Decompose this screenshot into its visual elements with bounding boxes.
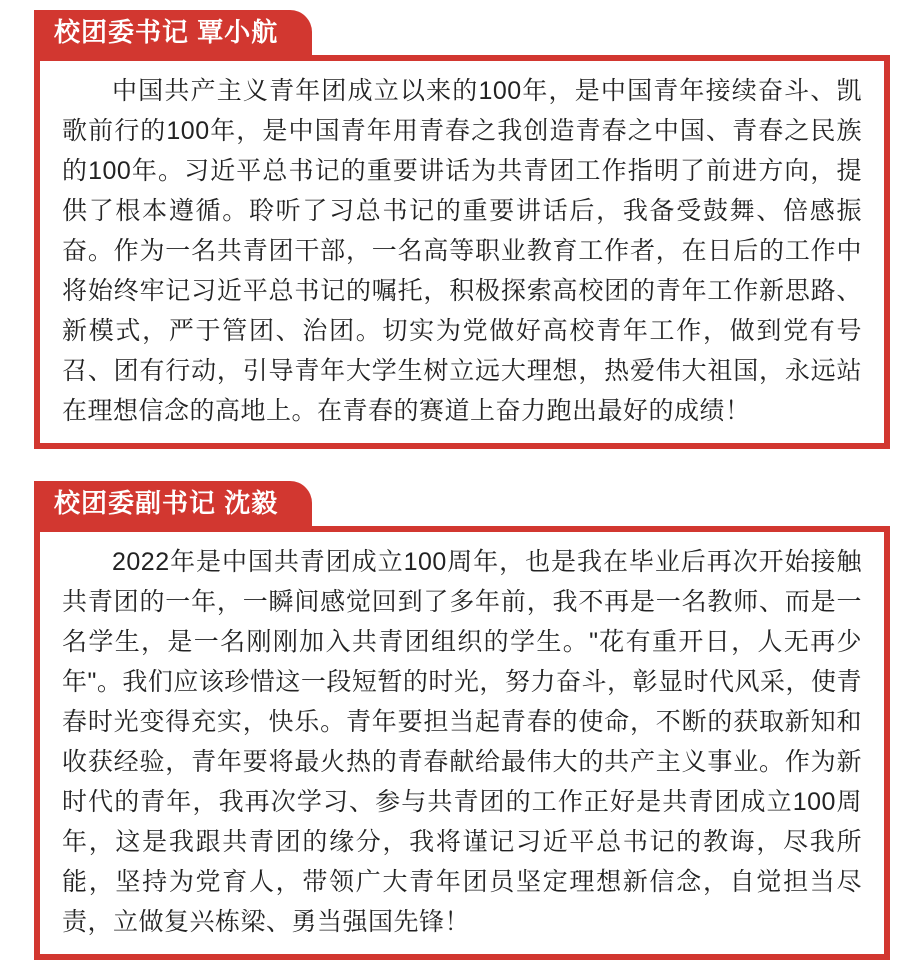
statement-box-secretary: [34, 55, 890, 449]
author-badge-deputy-secretary: 校团委副书记 沈毅: [34, 481, 312, 526]
statement-text-secretary: 中国共产主义青年团成立以来的100年，是中国青年接续奋斗、凯歌前行的100年，是中国青年用青春之我创造青春之中国、青春之民族的100年。习近平总书记的重要讲话为共青团工作指明了前进方向，提供了根本遵循。聆听了习总书记的重要讲话后，我备受鼓舞、倍感振奋。作为一名共青团干部，一名高等职业教育工作者，在日后的工作中将始终牢记习近平总书记的嘱托，积极探索高校团的青年工作新思路、新模式，严于管团、治团。切实为党做好高校青年工作，做到党有号召、团有行动，引导青年大学生树立远大理想，热爱伟大祖国，永远站在理想信念的高地上。在青春的赛道上奋力跑出最好的成绩！: [62, 77, 862, 425]
statement-text-deputy-secretary: 2022年是中国共青团成立100周年，也是我在毕业后再次开始接触共青团的一年，一瞬间感觉回到了多年前，我不再是一名教师、而是一名学生，是一名刚刚加入共青团组织的学生。"花有重开日，人无再少年"。我们应该珍惜这一段短暂的时光，努力奋斗，彰显时代风采，使青春时光变得充实，快乐。青年要担当起青春的使命，不断的获取新知和收获经验，青年要将最火热的青春献给最伟大的共产主义事业。作为新时代的青年，我再次学习、参与共青团的工作正好是共青团成立100周年，这是我跟共青团的缘分，我将谨记习近平总书记的教诲，尽我所能，坚持为党育人，带领广大青年团员坚定理想新信念，自觉担当尽责，立做复兴栋梁、勇当强国先锋！: [62, 548, 862, 936]
statement-box-deputy-secretary: [34, 526, 890, 960]
author-badge-secretary: 校团委书记 覃小航: [34, 10, 312, 55]
statement-section-deputy-secretary: [34, 481, 890, 960]
statement-section-secretary: [34, 10, 890, 449]
